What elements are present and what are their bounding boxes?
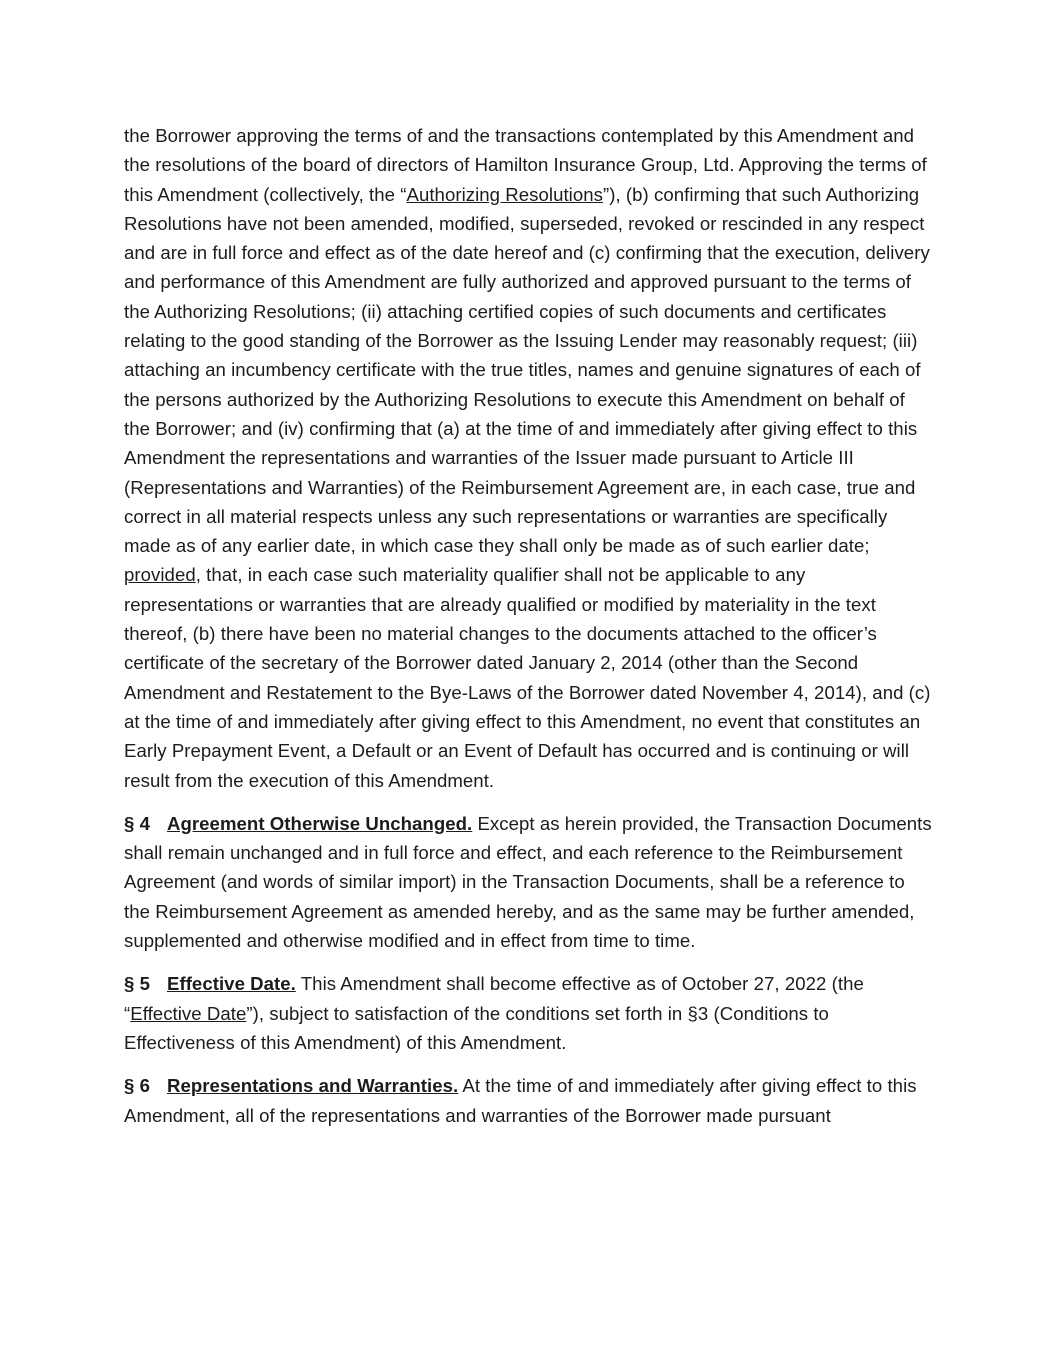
section-body: ”), subject to satisfaction of the conditions set forth in §3 (Conditions to Effectiveness of this Amendment) of this Amendment. xyxy=(124,1002,829,1053)
paragraph-conditions-continued xyxy=(124,121,932,795)
section-number: § 4 xyxy=(124,812,150,834)
section-body: This Amendment shall become effective as of October 27, 2022 (the “ xyxy=(124,973,864,1024)
defined-term-authorizing-resolutions: Authorizing Resolutions xyxy=(406,183,603,205)
section-title: Representations and Warranties. xyxy=(167,1075,459,1097)
defined-term-provided: provided xyxy=(124,564,196,586)
section-6 xyxy=(124,1071,932,1130)
section-title: Effective Date. xyxy=(167,973,296,995)
section-title: Agreement Otherwise Unchanged. xyxy=(167,812,473,834)
section-5 xyxy=(124,969,932,1057)
section-number: § 5 xyxy=(124,973,150,995)
section-number: § 6 xyxy=(124,1075,150,1097)
paragraph-text: , that, in each case such materiality qualifier shall not be applicable to any representations or warranties that are already qualified or modified by materiality in the text thereof, (b) there have been no material changes to the documents attached to the officer’s certificate of the secretary of the Borrower dated January 2, 2014 (other than the Second Amendment and Restatement to the Bye-Laws of the Borrower dated November 4, 2014), and (c) at the time of and immediately after giving effect to this Amendment, no event that constitutes an Early Prepayment Event, a Default or an Event of Default has occurred and is continuing or will result from the execution of this Amendment. xyxy=(124,564,931,791)
defined-term-effective-date: Effective Date xyxy=(130,1002,247,1024)
section-4 xyxy=(124,809,932,955)
paragraph-text: ”), (b) confirming that such Authorizing Resolutions have not been amended, modified, superseded, revoked or rescinded in any respect and are in full force and effect as of the date hereof and (c) confirming that the execution, delivery and performance of this Amendment are fully authorized and approved pursuant to the terms of the Authorizing Resolutions; (ii) attaching certified copies of such documents and certificates relating to the good standing of the Borrower as the Issuing Lender may reasonably request; (iii) attaching an incumbency certificate with the true titles, names and genuine signatures of each of the persons authorized by the Authorizing Resolutions to execute this Amendment on behalf of the Borrower; and (iv) confirming that (a) at the time of and immediately after giving effect to this Amendment the representations and warranties of the Issuer made pursuant to Article III (Representations and Warranties) of the Reimbursement Agreement are, in each case, true and correct in all material respects unless any such representations or warranties are specifically made as of any earlier date, in which case they shall only be made as of such earlier date; xyxy=(124,183,930,557)
section-body: Except as herein provided, the Transaction Documents shall remain unchanged and in full force and effect, and each reference to the Reimbursement Agreement (and words of similar import) in the Transaction Documents, shall be a reference to the Reimbursement Agreement as amended hereby, and as the same may be further amended, supplemented and otherwise modified and in effect from time to time. xyxy=(124,812,932,952)
paragraph-text: the Borrower approving the terms of and the transactions contemplated by this Amendment and the resolutions of the board of directors of Hamilton Insurance Group, Ltd. Approving the terms of this Amendment (collectively, the “ xyxy=(124,125,927,205)
section-body: At the time of and immediately after giving effect to this Amendment, all of the representations and warranties of the Borrower made pursuant xyxy=(124,1075,917,1126)
document-page xyxy=(124,121,932,1144)
